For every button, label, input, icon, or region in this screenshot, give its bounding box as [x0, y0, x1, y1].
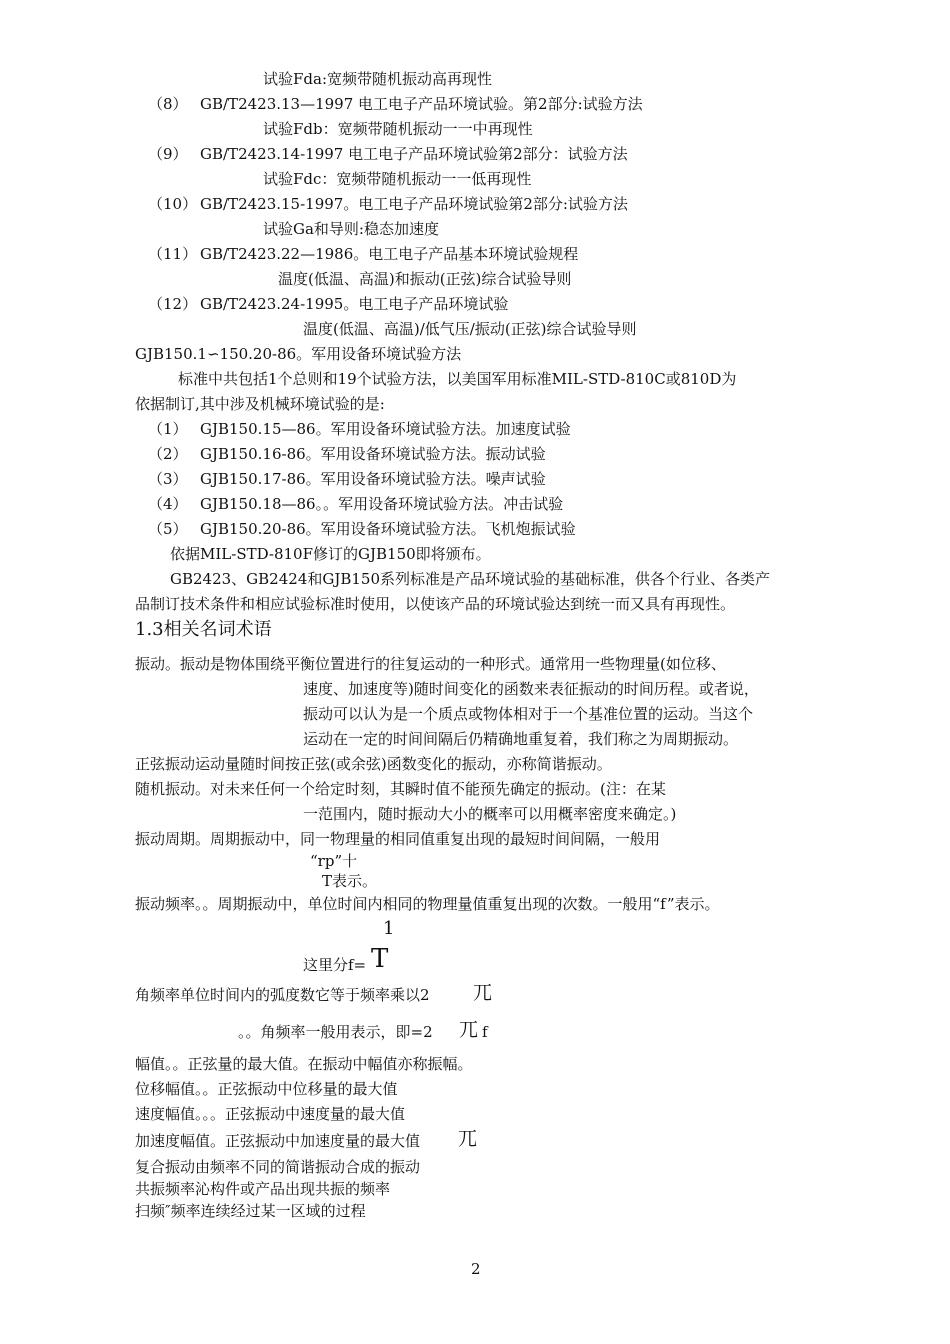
text-line: f [482, 1023, 488, 1041]
list-number: （11） [148, 245, 198, 263]
text-line: T表示。 [322, 872, 378, 890]
text-line: GB/T2423.22—1986。电工电子产品基本环境试验规程 [200, 245, 579, 263]
text-line: 这里分f= [303, 956, 367, 974]
formula-numerator: 1 [383, 918, 395, 939]
formula-denominator: T [371, 944, 389, 974]
list-number: （10） [148, 195, 198, 213]
text-line: 。。角频率一般用表示，即=2 [238, 1023, 433, 1041]
text-line: 温度(低温、高温)和振动(正弦)综合试验导则 [278, 270, 572, 288]
list-number: （1） [148, 420, 188, 438]
text-line: GB/T2423.15-1997。电工电子产品环境试验第2部分:试验方法 [200, 195, 628, 213]
section-heading: 1.3相关名词术语 [135, 619, 272, 640]
list-number: （5） [148, 520, 188, 538]
text-line: 振动频率。。周期振动中，单位时间内相同的物理量值重复出现的次数。一般用“f”表示。 [135, 895, 720, 913]
text-line: GJB150.1∽150.20-86。军用设备环境试验方法 [135, 345, 462, 363]
text-line: 试验Fdb：宽频带随机振动一一中再现性 [263, 120, 533, 138]
text-line: GJB150.18—86。。军用设备环境试验方法。冲击试验 [200, 495, 564, 513]
list-number: （8） [148, 95, 188, 113]
list-number: （12） [148, 295, 198, 313]
text-line: 加速度幅值。正弦振动中加速度量的最大值 [135, 1132, 421, 1150]
text-line: 角频率单位时间内的弧度数它等于频率乘以2 [135, 986, 430, 1004]
text-line: 标准中共包括1个总则和19个试验方法，以美国军用标准MIL-STD-810C或810D为 [178, 370, 737, 388]
text-line: 振动。振动是物体围绕平衡位置进行的往复运动的一种形式。通常用一些物理量(如位移、 [135, 655, 726, 673]
text-line: GJB150.17-86。军用设备环境试验方法。噪声试验 [200, 470, 546, 488]
page-number: 2 [471, 1260, 481, 1278]
text-line: 依据MIL-STD-810F修订的GJB150即将颁布。 [170, 545, 491, 563]
text-line: GB2423、GB2424和GJB150系列标准是产品环境试验的基础标准，供各个行业、各类产 [170, 570, 771, 588]
text-line: 试验Fdc：宽频带随机振动一一低再现性 [263, 170, 532, 188]
text-line: 一范围内，随时振动大小的概率可以用概率密度来确定。) [303, 805, 677, 823]
text-line: 速度幅值。。。正弦振动中速度量的最大值 [135, 1105, 406, 1123]
text-line: 共振频率沁构件或产品出现共振的频率 [135, 1180, 391, 1198]
text-line: GJB150.15—86。军用设备环境试验方法。加速度试验 [200, 420, 571, 438]
text-line: 振动可以认为是一个质点或物体相对于一个基准位置的运动。当这个 [303, 705, 754, 723]
list-number: （2） [148, 445, 188, 463]
list-number: （3） [148, 470, 188, 488]
text-line: 幅值。。正弦量的最大值。在振动中幅值亦称振幅。 [135, 1055, 473, 1073]
pi-symbol: 兀 [458, 1128, 478, 1150]
text-line: 温度(低温、高温)/低气压/振动(正弦)综合试验导则 [303, 320, 637, 338]
text-line: 随机振动。对未来任何一个给定时刻，其瞬时值不能预先确定的振动。(注：在某 [135, 780, 666, 798]
text-line: 试验Ga和导则:稳态加速度 [263, 220, 439, 238]
text-line: “rp”十 [310, 852, 358, 870]
text-line: 位移幅值。。正弦振动中位移量的最大值 [135, 1080, 398, 1098]
pi-symbol: 兀 [459, 1019, 479, 1041]
list-number: （4） [148, 495, 188, 513]
text-line: 扫频″频率连续经过某一区域的过程 [135, 1202, 366, 1220]
text-line: GB/T2423.24-1995。电工电子产品环境试验 [200, 295, 509, 313]
text-line: 依据制订,其中涉及机械环境试验的是: [135, 395, 385, 413]
text-line: 正弦振动运动量随时间按正弦(或余弦)函数变化的振动，亦称简谐振动。 [135, 755, 612, 773]
pi-symbol: 兀 [473, 982, 493, 1004]
text-line: 运动在一定的时间间隔后仍精确地重复着，我们称之为周期振动。 [303, 730, 739, 748]
text-line: 复合振动由频率不同的简谐振动合成的振动 [135, 1158, 421, 1176]
text-line: 速度、加速度等)随时间变化的函数来表征振动的时间历程。或者说， [303, 680, 759, 698]
list-number: （9） [148, 145, 188, 163]
text-line: GB/T2423.13—1997 电工电子产品环境试验。第2部分:试验方法 [200, 95, 643, 113]
text-line: 试验Fda:宽频带随机振动高再现性 [263, 70, 493, 88]
text-line: GB/T2423.14-1997 电工电子产品环境试验第2部分：试验方法 [200, 145, 628, 163]
text-line: 品制订技术条件和相应试验标准时使用，以使该产品的环境试验达到统一而又具有再现性。 [135, 595, 736, 613]
text-line: GJB150.20-86。军用设备环境试验方法。飞机炮振试验 [200, 520, 576, 538]
text-line: GJB150.16-86。军用设备环境试验方法。振动试验 [200, 445, 546, 463]
text-line: 振动周期。周期振动中，同一物理量的相同值重复出现的最短时间间隔，一般用 [135, 830, 661, 848]
